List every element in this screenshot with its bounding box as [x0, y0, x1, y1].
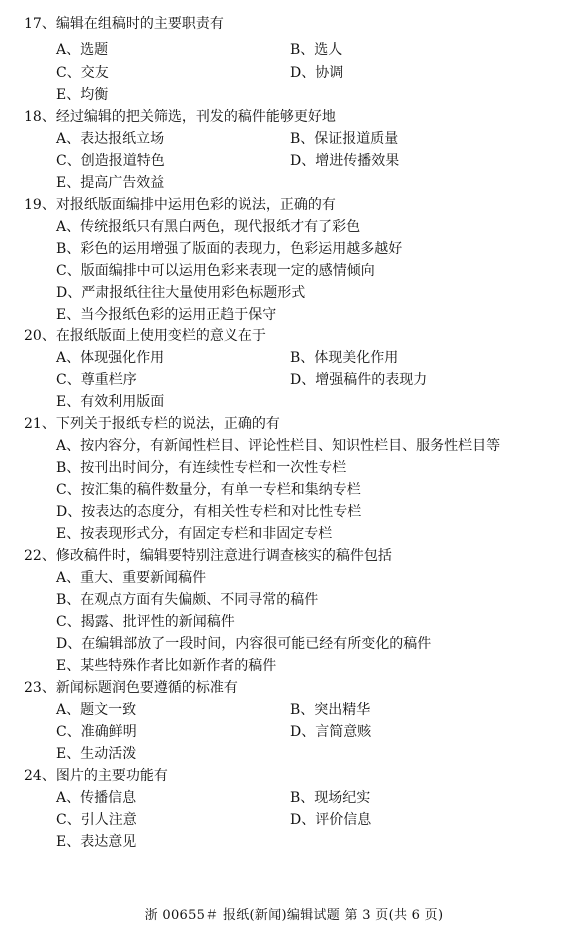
option-c: C、交友	[56, 65, 109, 81]
option-e: E、有效利用版面	[56, 394, 165, 410]
question-stem: 17、编辑在组稿时的主要职责有	[24, 16, 224, 32]
option-e: E、均衡	[56, 87, 109, 103]
option-a: A、选题	[56, 42, 109, 58]
question-stem: 24、图片的主要功能有	[24, 768, 168, 784]
option-d: D、在编辑部放了一段时间，内容很可能已经有所变化的稿件	[56, 636, 432, 652]
option-b: B、彩色的运用增强了版面的表现力，色彩运用越多越好	[56, 241, 403, 257]
option-a: A、重大、重要新闻稿件	[56, 570, 207, 586]
option-d: D、严肃报纸往往大量使用彩色标题形式	[56, 285, 306, 301]
option-d: D、增进传播效果	[290, 153, 400, 169]
option-c: C、按汇集的稿件数量分，有单一专栏和集纳专栏	[56, 482, 361, 498]
option-e: E、生动活泼	[56, 746, 137, 762]
option-d: D、评价信息	[290, 812, 372, 828]
option-a: A、表达报纸立场	[56, 131, 165, 147]
option-b: B、体现美化作用	[290, 350, 399, 366]
option-a: A、体现强化作用	[56, 350, 165, 366]
question-stem: 23、新闻标题润色要遵循的标准有	[24, 680, 238, 696]
option-b: B、选人	[290, 42, 343, 58]
option-b: B、按刊出时间分，有连续性专栏和一次性专栏	[56, 460, 347, 476]
option-a: A、传统报纸只有黑白两色，现代报纸才有了彩色	[56, 219, 361, 235]
option-b: B、在观点方面有失偏颇、不同寻常的稿件	[56, 592, 319, 608]
question-stem: 22、修改稿件时，编辑要特别注意进行调查核实的稿件包括	[24, 548, 392, 564]
option-c: C、引人注意	[56, 812, 137, 828]
option-d: D、协调	[290, 65, 344, 81]
question-stem: 18、经过编辑的把关筛选，刊发的稿件能够更好地	[24, 109, 336, 125]
page-footer: 浙 00655＃ 报纸(新闻)编辑试题 第 3 页(共 6 页)	[144, 908, 444, 923]
option-a: A、题文一致	[56, 702, 137, 718]
question-stem: 19、对报纸版面编排中运用色彩的说法，正确的有	[24, 197, 336, 213]
option-e: E、按表现形式分，有固定专栏和非固定专栏	[56, 526, 333, 542]
option-e: E、表达意见	[56, 834, 137, 850]
option-a: A、按内容分，有新闻性栏目、评论性栏目、知识性栏目、服务性栏目等	[56, 438, 501, 454]
question-stem: 21、下列关于报纸专栏的说法，正确的有	[24, 416, 280, 432]
option-d: D、言简意赅	[290, 724, 372, 740]
option-b: B、保证报道质量	[290, 131, 399, 147]
option-e: E、提高广告效益	[56, 175, 165, 191]
question-stem: 20、在报纸版面上使用变栏的意义在于	[24, 328, 266, 344]
option-d: D、增强稿件的表现力	[290, 372, 428, 388]
option-a: A、传播信息	[56, 790, 137, 806]
option-c: C、创造报道特色	[56, 153, 165, 169]
option-c: C、准确鲜明	[56, 724, 137, 740]
option-c: C、版面编排中可以运用色彩来表现一定的感情倾向	[56, 263, 375, 279]
option-e: E、当今报纸色彩的运用正趋于保守	[56, 307, 277, 323]
option-d: D、按表达的态度分，有相关性专栏和对比性专栏	[56, 504, 362, 520]
option-e: E、某些特殊作者比如新作者的稿件	[56, 658, 277, 674]
option-c: C、揭露、批评性的新闻稿件	[56, 614, 235, 630]
option-b: B、突出精华	[290, 702, 371, 718]
option-b: B、现场纪实	[290, 790, 371, 806]
option-c: C、尊重栏序	[56, 372, 137, 388]
